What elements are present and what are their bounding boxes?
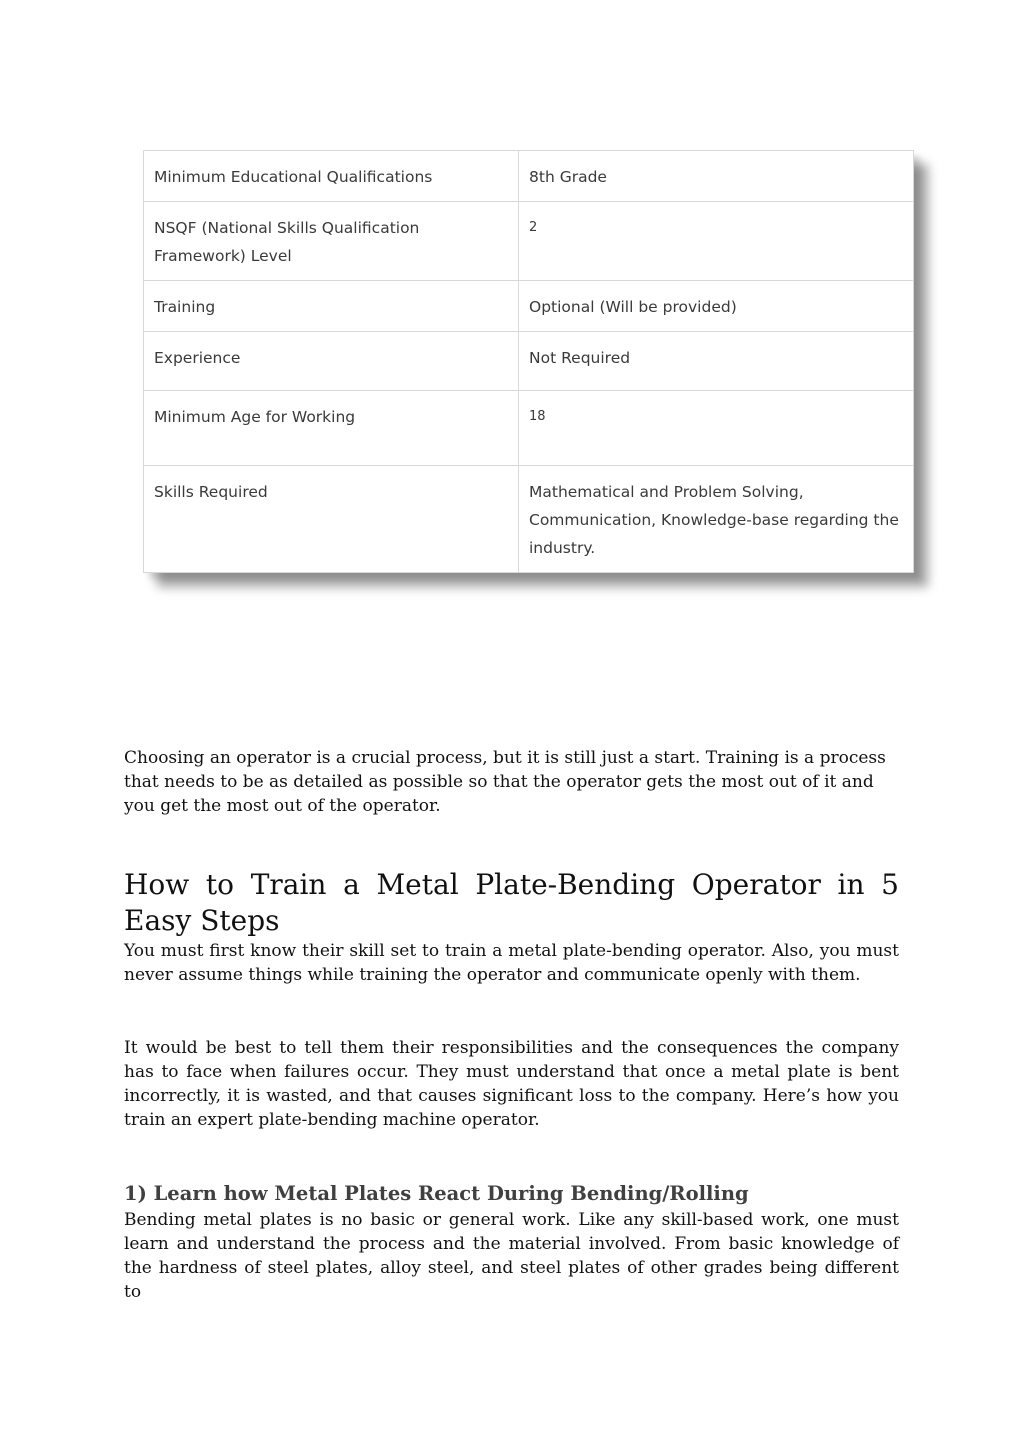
table-row <box>144 202 914 281</box>
section-heading: How to Train a Metal Plate-Bending Operator in 5 Easy Steps <box>124 868 899 937</box>
table-row <box>144 151 914 202</box>
table-cell-value: 8th Grade <box>519 151 914 202</box>
requirements-table-image <box>143 150 914 573</box>
table-cell-label: NSQF (National Skills Qualification Framework) Level <box>144 202 519 281</box>
table-row <box>144 281 914 332</box>
body-paragraph: Bending metal plates is no basic or general work. Like any skill-based work, one must learn and understand the process and the material involved. From basic knowledge of the hardness of steel plates, alloy steel, and steel plates of other grades being different to <box>124 1210 899 1302</box>
table-cell-label: Minimum Educational Qualifications <box>144 151 519 202</box>
table-cell-value: Mathematical and Problem Solving, Communication, Knowledge-base regarding the industry. <box>519 466 914 573</box>
step-subheading: 1) Learn how Metal Plates React During Bending/Rolling <box>124 1182 749 1205</box>
intro-paragraph: Choosing an operator is a crucial process, but it is still just a start. Training is a process that needs to be as detailed as possible so that the operator gets the most out of it and you get the most out of the operator. <box>124 748 886 816</box>
table-row <box>144 332 914 391</box>
requirements-table <box>143 150 914 573</box>
table-row <box>144 466 914 573</box>
table-cell-value: Not Required <box>519 332 914 391</box>
table-cell-label: Skills Required <box>144 466 519 573</box>
body-paragraph: It would be best to tell them their responsibilities and the consequences the company has to face when failures occur. They must understand that once a metal plate is bent incorrectly, it is wasted, and that causes significant loss to the company. Here’s how you train an expert plate-bending machine operator. <box>124 1038 899 1130</box>
table-cell-value: 18 <box>519 391 914 466</box>
table-cell-label: Minimum Age for Working <box>144 391 519 466</box>
table-cell-label: Experience <box>144 332 519 391</box>
table-row <box>144 391 914 466</box>
body-paragraph: You must first know their skill set to train a metal plate-bending operator. Also, you must never assume things while training the operator and communicate openly with them. <box>124 941 899 985</box>
table-cell-label: Training <box>144 281 519 332</box>
table-cell-value: 2 <box>519 202 914 281</box>
table-cell-value: Optional (Will be provided) <box>519 281 914 332</box>
